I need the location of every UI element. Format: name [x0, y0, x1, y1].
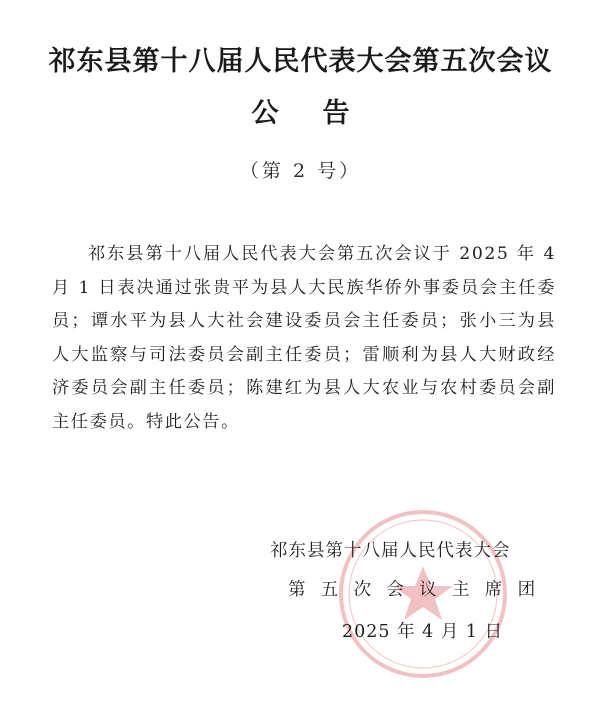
- document-subtitle: 公告: [251, 98, 394, 129]
- announcement-number: （第 2 号）: [239, 160, 362, 182]
- signature-presidium: 第五次会议主席团: [288, 580, 551, 600]
- announcement-body: 祁东县第十八届人民代表大会第五次会议于 2025 年 4 月 1 日表决通过张贵平为县人大民族华侨外事委员会主任委员；谭水平为县人大社会建设委员会主任委员；张小三为县人大监察与司法委员会副主任委员；雷顺利为县人大财政经济委员会副主任委员；陈建红为县人大农业与农村委员会副主任委员。特此公告。: [52, 244, 556, 432]
- signature-organization: 祁东县第十八届人民代表大会: [270, 541, 511, 561]
- signature-date: 2025 年 4 月 1 日: [342, 622, 504, 642]
- document-title: 祁东县第十八届人民代表大会第五次会议: [48, 46, 553, 77]
